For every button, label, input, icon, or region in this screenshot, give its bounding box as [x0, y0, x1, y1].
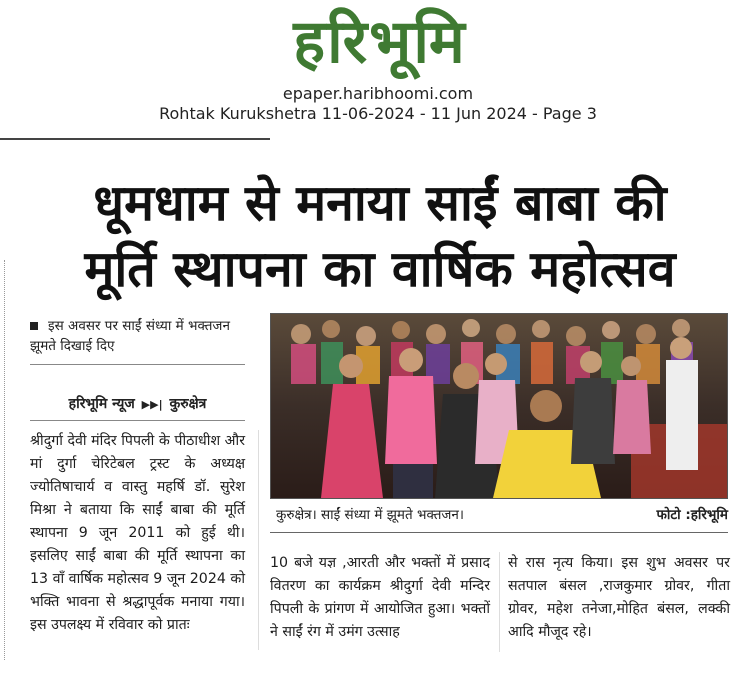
- site-url: epaper.haribhoomi.com: [282, 84, 474, 103]
- crowd-photo-illustration: [271, 314, 727, 498]
- kicker-rule: [30, 364, 245, 365]
- kicker-text: इस अवसर पर साईं संध्या में भक्तजन झूमते दिखाई दिए: [30, 318, 230, 354]
- byline-source: हरिभूमि न्यूज: [68, 396, 135, 412]
- top-divider: [0, 138, 270, 140]
- article-headline: [20, 170, 740, 302]
- byline-place: कुरुक्षेत्र: [169, 396, 207, 412]
- photo-credit: फोटो :हरिभूमि: [656, 507, 728, 523]
- byline-rule: [30, 420, 245, 421]
- double-arrow-icon: ▶▶|: [141, 398, 163, 411]
- square-bullet-icon: [30, 322, 38, 330]
- masthead: [0, 0, 756, 134]
- photo-caption: कुरुक्षेत्र। साईं संध्या में झूमते भक्तजन।: [276, 507, 465, 523]
- headline-line-2: मूर्ति स्थापना का वार्षिक महोत्सव: [84, 240, 676, 298]
- page-edge-divider: [0, 260, 5, 660]
- caption-rule: [270, 532, 728, 533]
- edition-line: Rohtak Kurukshetra 11-06-2024 - 11 Jun 2024 - Page 3: [159, 104, 597, 123]
- haribhoomi-logo: हरिभूमि: [293, 7, 467, 77]
- byline: [30, 394, 245, 413]
- column-divider-1: [258, 430, 259, 650]
- article-column-3: से रास नृत्य किया। इस शुभ अवसर पर सतपाल बंसल ,राजकुमार ग्रोवर, गीता ग्रोवर, महेश तनेजा,मोहित बंसल, लक्की आदि मौजूद रहे।: [508, 555, 730, 640]
- article-kicker: [30, 316, 250, 356]
- article-photo: [270, 313, 728, 499]
- column-divider-2: [499, 552, 500, 652]
- article-column-1: श्रीदुर्गा देवी मंदिर पिपली के पीठाधीश और मां दुर्गा चेरिटेबल ट्रस्ट के अध्यक्ष ज्योतिषाचार्य व वास्तु महर्षि डॉ. सुरेश मिश्रा ने बताया कि साईं बाबा की मूर्ति स्थापना 9 जून 2011 को हुई थी। इसलिए साईं बाबा की मूर्ति स्थापना का 13 वॉं वार्षिक महोत्सव 9 जून 2024 को भक्ति भावना से श्रद्धापूर्वक मनाया गया। इस उपलक्ष्य में रविवार को प्रातः: [30, 433, 245, 633]
- headline-line-1: धूमधाम से मनाया साईं बाबा की: [93, 174, 667, 232]
- article-column-2: 10 बजे यज्ञ ,आरती और भक्तों में प्रसाद वितरण का कार्यक्रम श्रीदुर्गा देवी मन्दिर पिपली के प्रांगण में आयोजित हुआ। भक्तों ने साईं रंग में उमंग उत्साह: [270, 555, 490, 640]
